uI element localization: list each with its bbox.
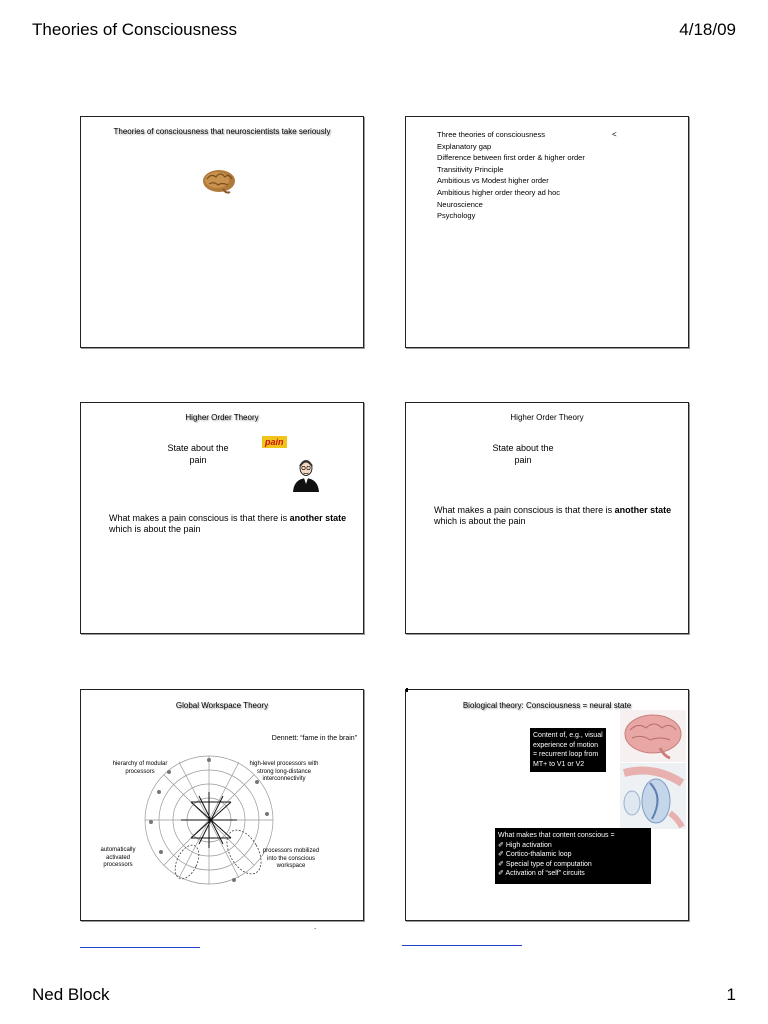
- conscious-item: [498, 850, 648, 860]
- slide-1-title: Theories of consciousness that neuroscientists take seriously: [113, 127, 331, 136]
- label-high-level: high-level processors with strong long-distance interconnectivity: [249, 761, 319, 782]
- outline-item: Ambitious higher order theory ad hoc: [437, 187, 560, 197]
- outline-item: Difference between first order & higher order: [437, 153, 585, 163]
- text-part: What makes a pain conscious is that there is: [434, 505, 615, 515]
- conscious-box: [495, 828, 651, 884]
- label-mobilized: processors mobilized into the conscious workspace: [262, 848, 320, 869]
- pencil-bullet-icon: ✐: [498, 851, 504, 858]
- slide-3: [80, 402, 364, 634]
- slide-1: [80, 116, 364, 348]
- stray-dot: .: [314, 922, 317, 931]
- state-label: State about the pain: [167, 443, 229, 465]
- conscious-item-label: Special type of computation: [505, 860, 592, 868]
- slide-3-text: [109, 513, 349, 535]
- label-hierarchy: hierarchy of modular processors: [112, 761, 168, 775]
- conscious-heading: What makes that content conscious =: [498, 832, 615, 839]
- text-bold: another state: [614, 505, 672, 515]
- text-part: What makes a pain conscious is that there is: [109, 513, 290, 523]
- person-icon: [291, 458, 321, 492]
- outline-item: Transitivity Principle: [437, 164, 504, 174]
- topic-outline: [437, 129, 585, 222]
- content-box: Content of, e.g., visual experience of motion = recurrent loop from MT+ to V1 or V2: [530, 728, 606, 772]
- outline-item: Three theories of consciousness: [437, 130, 545, 139]
- author-name: Ned Block: [32, 985, 110, 1004]
- outline-item: Ambitious vs Modest higher order: [437, 176, 549, 186]
- slide-2: [405, 116, 689, 348]
- slide-5: [80, 689, 364, 921]
- pencil-bullet-icon: ✐: [498, 860, 504, 868]
- pain-label: pain: [262, 436, 287, 448]
- label-automatic: automatically activated processors: [100, 847, 136, 868]
- conscious-item: [498, 860, 648, 870]
- thalamus-icon: [620, 763, 686, 829]
- conscious-item: [498, 841, 648, 851]
- pencil-bullet-icon: ✐: [498, 841, 504, 849]
- slide-6-title: Biological theory: Consciousness = neural state: [462, 701, 632, 710]
- outline-item: Explanatory gap: [437, 141, 492, 151]
- brain-side-icon: [620, 710, 686, 762]
- text-bold: another state: [289, 513, 347, 523]
- outline-item: Psychology: [437, 211, 476, 221]
- dennett-quote: Dennett: “fame in the brain”: [271, 735, 357, 742]
- slide-5-title: Global Workspace Theory: [175, 701, 269, 710]
- document-title: Theories of Consciousness: [32, 20, 238, 39]
- state-label: State about the pain: [492, 443, 554, 465]
- corner-mark: [406, 688, 408, 692]
- text-part: which is about the pain: [434, 516, 526, 526]
- slide-6: [405, 689, 689, 921]
- slide-4-title: Higher Order Theory: [510, 413, 584, 422]
- conscious-item-label: Activation of “self” circuits: [505, 870, 585, 877]
- conscious-item-label: High activation: [505, 841, 552, 849]
- page-number: 1: [726, 985, 736, 1004]
- link-underline-left[interactable]: [80, 947, 200, 948]
- slide-4: [405, 402, 689, 634]
- slide-3-title: Higher Order Theory: [185, 413, 259, 422]
- cursor-mark: <: [612, 130, 617, 139]
- brain-image: [620, 710, 686, 762]
- pencil-bullet-icon: ✐: [498, 870, 504, 877]
- link-underline-right[interactable]: [402, 945, 522, 946]
- outline-item: Neuroscience: [437, 199, 483, 209]
- thalamus-image: [620, 763, 686, 829]
- conscious-item: [498, 869, 648, 879]
- brain-icon: [201, 167, 237, 197]
- document-date: 4/18/09: [679, 20, 736, 39]
- text-part: which is about the pain: [109, 524, 201, 534]
- slide-4-text: [434, 505, 674, 527]
- conscious-item-label: Cortico-thalamic loop: [505, 851, 572, 858]
